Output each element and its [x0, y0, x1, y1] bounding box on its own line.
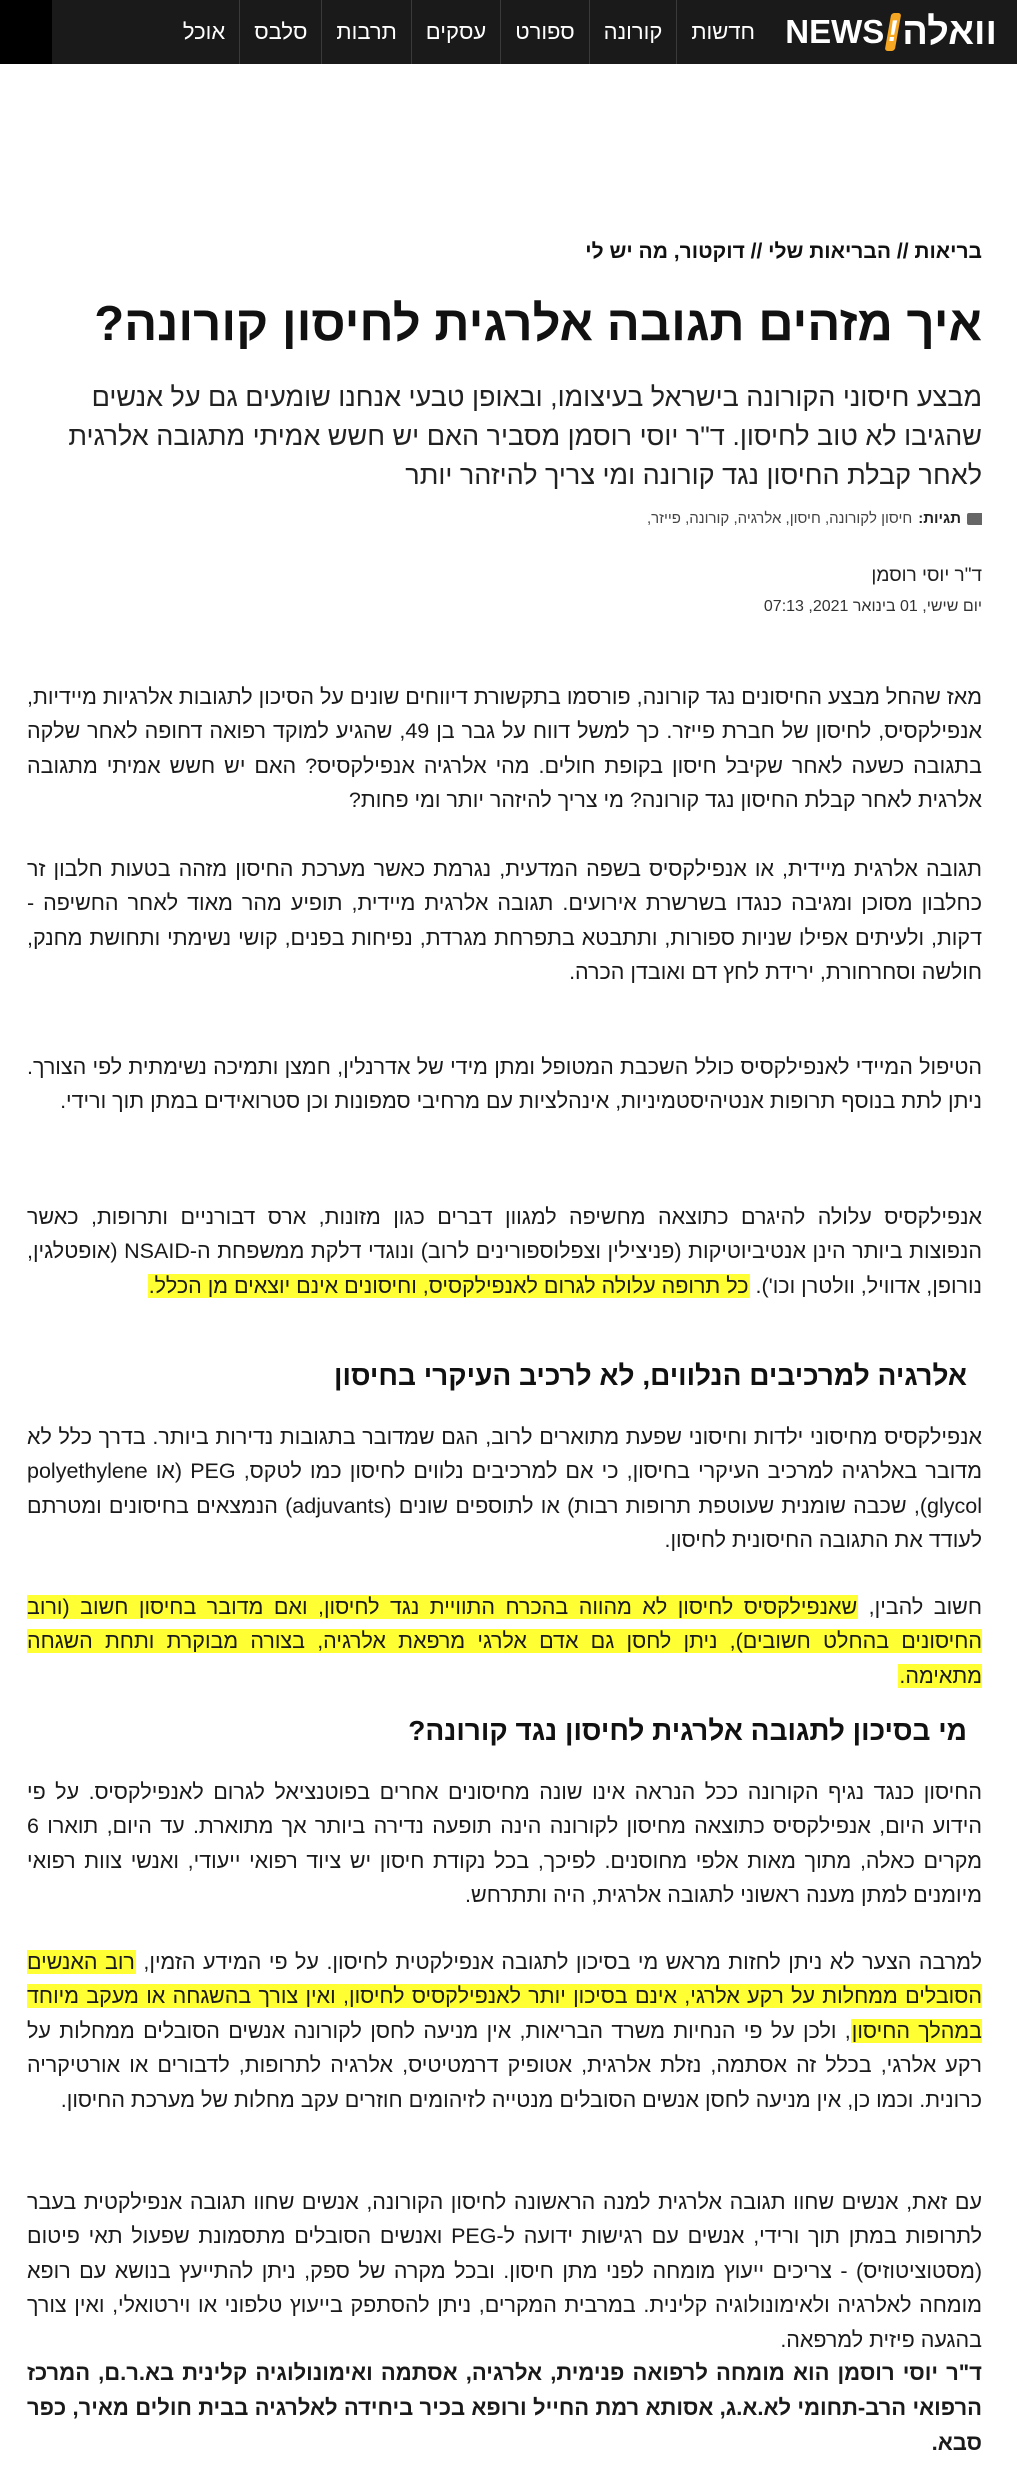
subheading-who-at-risk: מי בסיכון לתגובה אלרגית לחיסון נגד קורונה?	[408, 1715, 967, 1746]
tag-icon	[967, 513, 982, 525]
logo-bang-icon: !	[885, 13, 902, 51]
logo-walla-text: וואלה	[902, 10, 997, 53]
article-subtitle: מבצע חיסוני הקורונה בישראל בעיצומו, ובאופן טבעי אנחנו שומעים גם על אנשים שהגיבו לא טוב לחיסון. ד"ר יוסי רוסמן מסביר האם יש חשש אמיתי מתגובה אלרגית לאחר קבלת החיסון נגד קורונה ומי צריך להיזהר יותר	[68, 382, 982, 491]
paragraph-8-text-a: למרבה הצער לא ניתן לחזות מראש מי בסיכון לתגובה אנפילקטית לחיסון. על פי המידע הזמין,	[135, 1950, 982, 1974]
paragraph-9: עם זאת, אנשים שחוו תגובה אלרגית למנה הראשונה לחיסון הקורונה, אנשים שחוו תגובה אנפילקטית בעבר לתרופות במתן תוך ורידי, אנשים עם רגישות ידועה ל-PEG ואנשים הסובלים מתסמונת שפעול תאי פיטום (מסטוציטוזיס) - צריכים ייעוץ מומחה לפני מתן חיסון. ובכל מקרה של ספק, ניתן להתייעץ בנושא עם רופא מומחה לאלרגיה ולאימונולוגיה קלינית. במרבית המקרים, ניתן להסתפק בייעוץ טלפוני או וירטואלי, ואין צורך בהגעה פיזית למרפאה.	[27, 2190, 983, 2352]
nav-corner	[0, 0, 52, 64]
logo-news-text: NEWS	[785, 13, 885, 50]
paragraph-2: תגובה אלרגית מיידית, או אנפילקסיס בשפה המדעית, נגרמת כאשר מערכת החיסון מזהה בטעות חלבון זר כחלבון מסוכן ומגיבה כנגדו בשרשרת אירועים. תגובה אלרגית מיידית, תופיע מהר מאוד לאחר החשיפה - דקות, ולעיתים אפילו שניות ספורות, ותתבטא בתפרחת מגרדת, נפיחות בפנים, קושי נשימתי ותחושת מחנק, חולשה וסחרחורת, ירידת לחץ דם ואובדן הכרה.	[27, 857, 982, 985]
paragraph-3: הטיפול המיידי לאנפילקסיס כולל השכבת המטופל ומתן מידי של אדרנלין, חמצן ותמיכה נשימתית לפי הצורך. ניתן לתת בנוסף תרופות אנטיהיסטמיניות, אינהלציות עם מרחיבי סמפונות וכן סטרואידים במתן תוך ורידי.	[27, 1055, 982, 1114]
nav-item-business[interactable]: עסקים	[411, 0, 500, 64]
nav-item-celebs[interactable]: סלבס	[239, 0, 321, 64]
publish-date: יום שישי, 01 בינואר 2021, 07:13	[763, 598, 982, 615]
paragraph-8-text-b: , ולכן על פי הנחיות משרד הבריאות, אין מניעה לחסן לקורונה אנשים הסובלים ממחלות על רקע אלרגי, בכלל זה אסתמה, נזלת אלרגית, אטופיק דרמטיטיס, אלרגיה לתרופות, לדבורים או אורטיקריה כרונית. וכמו כן, אין מניעה לחסן אנשים הסובלים מנטייה לזיהומים חוזרים עקב מחלות של מערכת החיסון.	[27, 2018, 982, 2112]
nav-item-sport[interactable]: ספורט	[500, 0, 588, 64]
tags-list[interactable]: חיסון לקורונה, חיסון, אלרגיה, קורונה, פייזר,	[646, 510, 913, 527]
article-title: איך מזהים תגובה אלרגית לחיסון קורונה?	[94, 297, 982, 351]
tags-label: תגיות:	[918, 510, 961, 527]
paragraph-1: מאז שהחל מבצע החיסונים נגד קורונה, פורסמו בתקשורת דיווחים שונים על הסיכון לתגובות אלרגיות מיידיות, אנפילקסיס, לחיסון של חברת פייזר. כך למשל דווח על גבר בן 49, שהגיע למוקד רפואה דחופה לאחר שלקה בתגובה כשעה לאחר שקיבל חיסון בקופת חולים. מהי אלרגיה אנפילקסיס? האם יש חשש אמיתי מתגובה אלרגית לאחר קבלת החיסון נגד קורונה? מי צריך להיזהר יותר ומי פחות?	[27, 685, 982, 813]
main-nav	[169, 0, 769, 64]
subheading-allergy-components: אלרגיה למרכיבים הנלווים, לא לרכיב העיקרי בחיסון	[334, 1360, 967, 1391]
paragraph-6-highlight: שאנפילקסיס לחיסון לא מהווה בהכרח התוויית נגד לחיסון, ואם מדובר בחיסון חשוב (ורוב החיסונים בהחלט חשובים), ניתן לחסן גם אדם אלרגי מרפאת אלרגיה, בצורה מבוקרת ותחת השגחה מתאימה.	[27, 1595, 982, 1688]
paragraph-8	[27, 1945, 982, 2117]
author-bio: ד"ר יוסי רוסמן הוא מומחה לרפואה פנימית, אלרגיה, אסתמה ואימונולוגיה קלינית בא.ר.ם, המרכז הרפואי הרב-תחומי לא.א.ג, אסותא רמת החייל ורופא בכיר ביחידה לאלרגיה בבית חולים מאיר, כפר סבא.	[27, 2360, 982, 2456]
paragraph-6-text: חשוב להבין,	[858, 1595, 983, 1619]
nav-item-news[interactable]: חדשות	[676, 0, 769, 64]
paragraph-4	[27, 1200, 982, 1303]
paragraph-8-highlight: רוב האנשים הסובלים ממחלות על רקע אלרגי, אינם בסיכון יותר לאנפילקסיס לחיסון, ואין צורך בהשגחה או מעקב מיוחד במהלך החיסון	[27, 1950, 982, 2043]
paragraph-7: החיסון כנגד נגיף הקורונה ככל הנראה אינו שונה מחיסונים אחרים בפוטנציאל לגרום לאנפילקסיס. על פי הידוע היום, אנפילקסיס כתוצאה מחיסון לקורונה הינה תופעה נדירה ביותר אך מתוארת. עד היום, תוארו 6 מקרים כאלה, מתוך מאות אלפי מחוסנים. לפיכך, בכל נקודת חיסון יש ציוד רפואי ייעודי, ואנשי צוות רפואי מיומנים למתן מענה ראשוני לתגובה אלרגית, היה ותתרחש.	[27, 1780, 982, 1908]
top-nav-bar	[0, 0, 1017, 64]
paragraph-5: אנפילקסיס מחיסוני ילדות וחיסוני שפעת מתוארים לרוב, הגם שמדובר בתגובות נדירות ביותר. בדרך כלל לא מדובר באלרגיה למרכיב העיקרי בחיסון, כי אם למרכיבים נלווים לחיסון כמו לטקס, PEG (או polyethylene glycol), שכבה שומנית שעוטפת תרופות רבות) או לתוספים שונים (adjuvants) הנמצאים בחיסונים ומטרתם לעודד את התגובה החיסונית לחיסון.	[27, 1425, 982, 1553]
walla-news-logo[interactable]	[787, 0, 1017, 64]
nav-item-culture[interactable]: תרבות	[321, 0, 410, 64]
paragraph-4-text: אנפילקסיס עלולה להיגרם כתוצאה מחשיפה למגוון דברים כגון מזונות, ארס דבורניים ותרופות, כאשר הנפוצות ביותר הינן אנטיביוטיקות (פניצילין וצפלוספורינים לרוב) ונוגדי דלקת ממשפחת ה-NSAID (אופטלגין, נורופן, אדוויל, וולטרן וכו').	[27, 1205, 982, 1298]
paragraph-6	[27, 1590, 982, 1693]
breadcrumb[interactable]: בריאות // הבריאות שלי // דוקטור, מה יש לי	[585, 240, 982, 263]
tags-row	[27, 510, 982, 527]
nav-item-corona[interactable]: קורונה	[589, 0, 677, 64]
nav-item-food[interactable]: אוכל	[182, 19, 226, 44]
paragraph-4-highlight: כל תרופה עלולה לגרום לאנפילקסיס, וחיסונים אינם יוצאים מן הכלל.	[148, 1273, 749, 1298]
author-name[interactable]: ד"ר יוסי רוסמן	[871, 565, 982, 586]
